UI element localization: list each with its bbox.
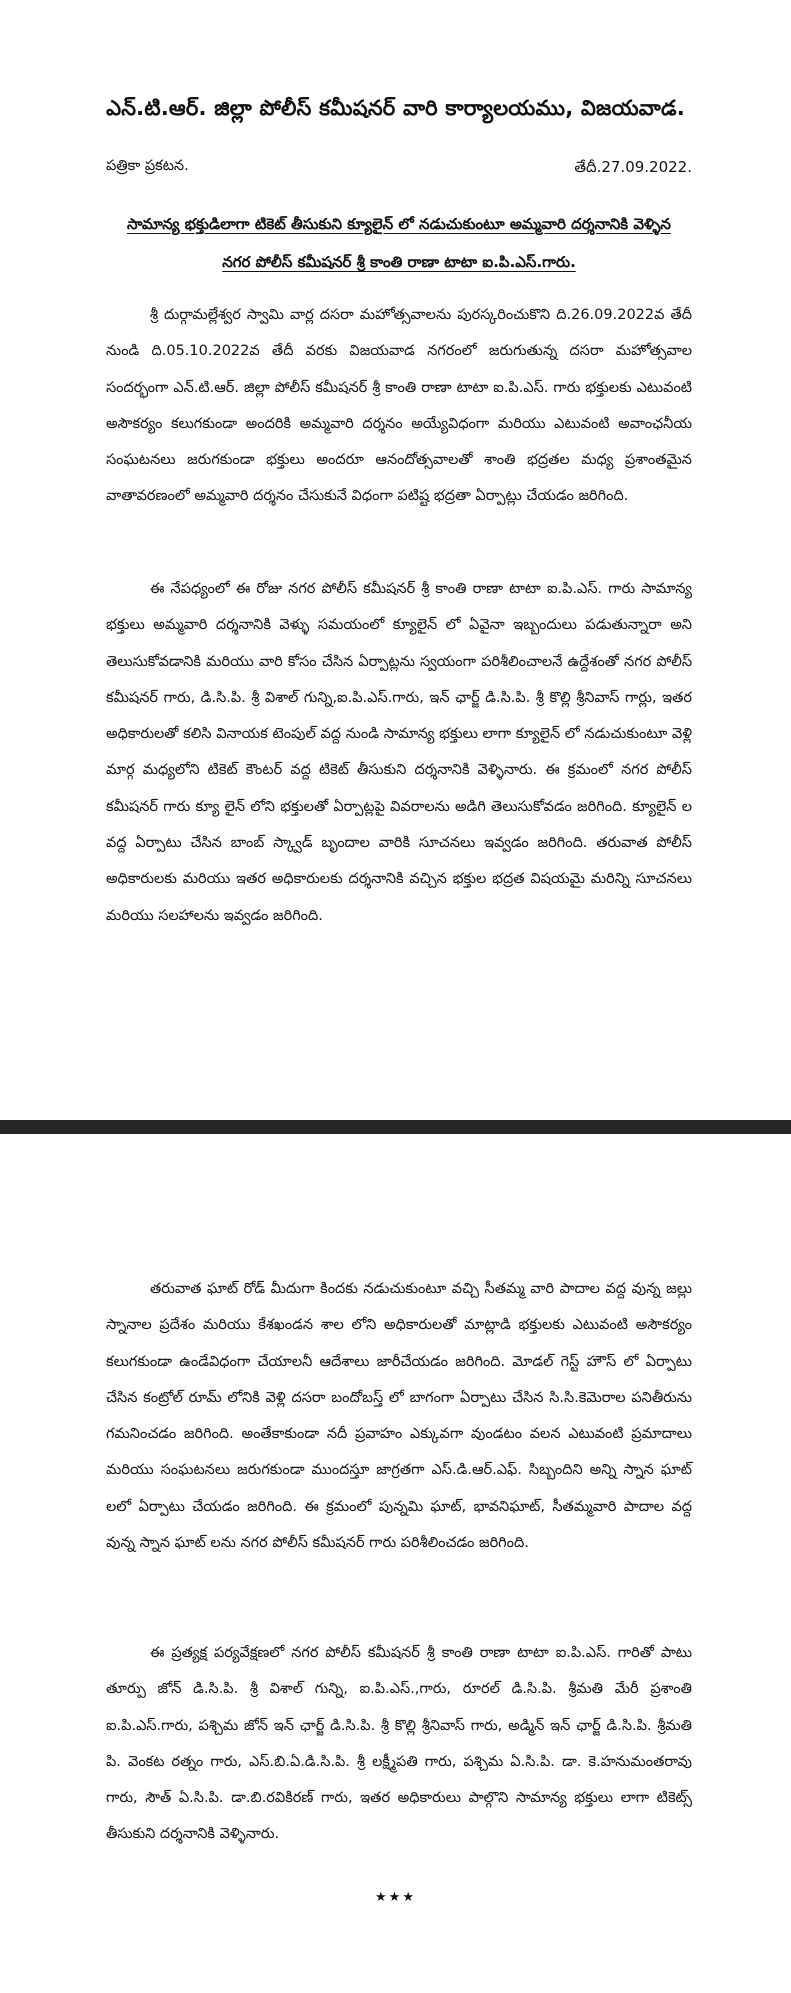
end-mark: ★★★ — [375, 1890, 416, 1905]
headline — [106, 205, 692, 281]
document-page-2 — [0, 1134, 791, 1993]
document-date: తేదీ.27.09.2022. — [574, 158, 692, 176]
body-paragraph-2: ఈ నేపధ్యంలో ఈ రోజు నగర పోలీస్ కమీషనర్ శ్రీ కాంతి రాణా టాటా ఐ.పి.ఎస్. గారు సామాన్య భక్తులు అమ్మవారి దర్శనానికి వెళ్ళు సమయంలో క్యూలైన్ లో ఏవైనా ఇబ్బందులు పడుతున్నారా అని తెలుసుకోవడానికి మరియు వారి కోసం చేసిన ఏర్పాట్లను స్వయంగా పరిశీలించాలనే ఉద్దేశంతో నగర పోలీస్ కమీషనర్ గారు, డి.సి.పి. శ్రీ విశాల్ గున్ని,ఐ.పి.ఎస్.గారు, ఇన్ ఛార్జ్ డి.సి.పి. శ్రీ కొల్లి శ్రీనివాస్ గార్లు, ఇతర అధికారులతో కలిసి వినాయక టెంపుల్ వద్ద నుండి సామాన్య భక్తులు లాగా క్యూలైన్ లో నడుచుకుంటూ వెళ్లి మార్గ మధ్యలోని టికెట్ కౌంటర్ వద్ద టికెట్ తీసుకుని దర్శనానికి వెళ్ళినారు. ఈ క్రమంలో నగర పోలీస్ కమీషనర్ గారు క్యూ లైన్ లోని భక్తులతో ఏర్పాట్లపై వివరాలను అడిగి తెలుసుకోవడం జరిగింది. క్యూలైన్ ల వద్ద ఏర్పాటు చేసిన బాంబ్ స్క్వాడ్ బృందాల వారికి సూచనలు ఇవ్వడం జరిగింది. తరువాత పోలీస్ అధికారులకు మరియు ఇతర అధికారులకు దర్శనానికి వచ్చిన భక్తుల భద్రత విషయమై మరిన్ని సూచనలు మరియు సలహాలను ఇవ్వడం జరిగింది. — [106, 581, 692, 924]
press-release-label: పత్రికా ప్రకటన. — [106, 158, 189, 174]
headline-line-1: సామాన్య భక్తుడిలాగా టికెట్ తీసుకుని క్యూలైన్ లో నడుచుకుంటూ అమ్మవారి దర్శనానికి వెళ్ళిన — [127, 215, 671, 233]
body-paragraph-4: ఈ ప్రత్యక్ష పర్యవేక్షణలో నగర పోలీస్ కమీషనర్ శ్రీ కాంతి రాణా టాటా ఐ.పి.ఎస్. గారితో పాటు తూర్పు జోన్ డి.సి.పి. శ్రీ విశాల్ గున్ని, ఐ.పి.ఎస్.,గారు, రూరల్ డి.సి.పి. శ్రీమతి మేరీ ప్రశాంతి ఐ.పి.ఎస్.గారు, పశ్చిమ జోన్ ఇన్ ఛార్జ్ డి.సి.పి. శ్రీ కొల్లి శ్రీనివాస్ గారు, అడ్మిన్ ఇన్ ఛార్జ్ డి.సి.పి. శ్రీమతి పి. వెంకట రత్నం గారు, ఎస్.బి.ఏ.డి.సి.పి. శ్రీ లక్ష్మీపతి గారు, పశ్చిమ ఏ.సి.పి. డా. కె.హనుమంతరావు గారు, సౌత్ ఏ.సి.పి. డా.బి.రవికిరణ్ గారు, ఇతర అధికారులు పాల్గొని సామాన్య భక్తులు లాగా టికెట్స్ తీసుకుని దర్శనానికి వెళ్ళినారు. — [106, 1645, 692, 1843]
headline-line-2: నగర పోలీస్ కమీషనర్ శ్రీ కాంతి రాణా టాటా ఐ.పి.ఎస్.గారు. — [222, 253, 576, 271]
organization-title: ఎన్.టి.ఆర్. జిల్లా పోలీస్ కమీషనర్ వారి కార్యాలయము, విజయవాడ. — [106, 96, 685, 120]
body-paragraph-1: శ్రీ దుర్గామల్లేశ్వర స్వామి వార్ల దసరా మహోత్సవాలను పురస్కరించుకొని ది.26.09.2022వ తేదీ నుండి ది.05.10.2022వ తేదీ వరకు విజయవాడ నగరంలో జరుగుతున్న దసరా మహోత్సవాల సందర్భంగా ఎన్.టి.ఆర్. జిల్లా పోలీస్ కమీషనర్ శ్రీ కాంతి రాణా టాటా ఐ.పి.ఎస్. గారు భక్తులకు ఎటువంటి అసౌకర్యం కలుగకుండా అందరికి అమ్మవారి దర్శనం అయ్యేవిధంగా మరియు ఎటువంటి అవాంఛనీయ సంఘటనలు జరుగకుండా భక్తులు అందరూ ఆనందోత్సవాలతో శాంతి భద్రతల మధ్య ప్రశాంతమైన వాతావరణంలో అమ్మవారి దర్శనం చేసుకునే విధంగా పటిష్ట భద్రతా ఏర్పాట్లు చేయడం జరిగింది. — [106, 307, 692, 505]
body-paragraph-3: తరువాత ఘాట్ రోడ్ మీదుగా కిందకు నడుచుకుంటూ వచ్చి సీతమ్మ వారి పాదాల వద్ద వున్న జల్లు స్నానాల ప్రదేశం మరియు కేశఖండన శాల లోని అధికారులతో మాట్లాడి భక్తులకు ఎటువంటి అసౌకర్యం కలుగకుండా ఉండేవిధంగా చేయాలనీ ఆదేశాలు జారీచేయడం జరిగింది. మోడల్ గెస్ట్ హౌస్ లో ఏర్పాటు చేసిన కంట్రోల్ రూమ్ లోనికి వెళ్లి దసరా బందోబస్త్ లో బాగంగా ఏర్పాటు చేసిన సి.సి.కెమెరాల పనితీరును గమనించడం జరిగింది. అంతేకాకుండా నదీ ప్రవాహం ఎక్కువగా వుండటం వలన ఎటువంటి ప్రమాదాలు మరియు సంఘటనలు జరుగకుండా ముందస్తూ జాగ్రతగా ఎస్.డి.ఆర్.ఎఫ్. సిబ్బందిని అన్ని స్నాన ఘాట్ లలో ఏర్పాటు చేయడం జరిగింది. ఈ క్రమంలో పున్నమి ఘాట్, భావనిఘాట్, సీతమ్మవారి పాదాల వద్ద వున్న స్నాన ఘాట్ లను నగర పోలీస్ కమీషనర్ గారు పరిశీలించడం జరిగింది. — [106, 1281, 692, 1552]
meta-row — [106, 158, 692, 182]
page-separator — [0, 1120, 791, 1134]
